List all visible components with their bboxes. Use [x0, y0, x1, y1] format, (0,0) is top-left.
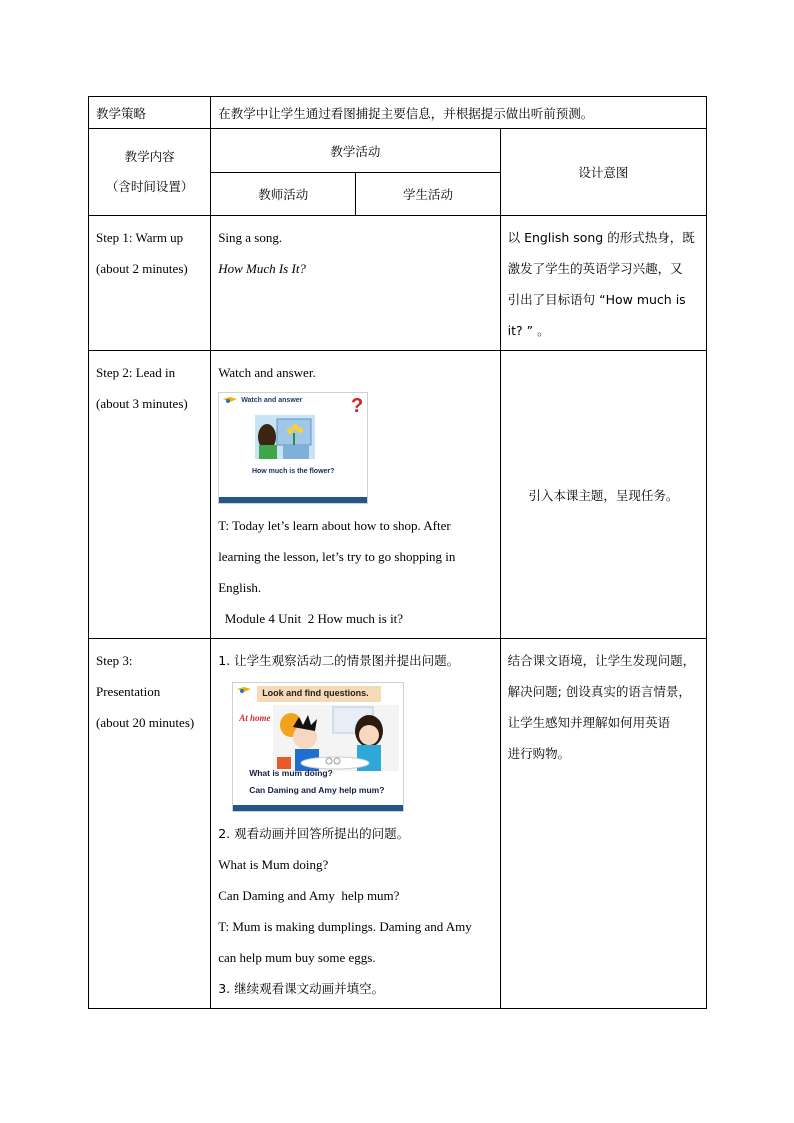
step2-activity-line3: English. [218, 580, 262, 595]
step3-intent-line3: 让学生感知并理解如何用英语 [507, 715, 671, 730]
teacher-header-cell [211, 173, 356, 216]
watch-and-answer-slide [218, 392, 368, 504]
strategy-label-cell [89, 97, 211, 129]
strategy-row [89, 97, 707, 129]
slide-footer-bar [219, 497, 367, 503]
step2-duration: (about 3 minutes) [96, 396, 188, 411]
slide-question-2: Can Daming and Amy help mum? [249, 785, 385, 795]
header-row-1 [89, 129, 707, 173]
bird-logo-icon [237, 687, 251, 695]
content-header-cell [89, 129, 211, 216]
slide-question-1: What is mum doing? [249, 768, 333, 778]
step3-stage: Presentation [96, 684, 161, 699]
step3-activity-top: 1. 让学生观察活动二的情景图并提出问题。 [218, 653, 460, 668]
question-mark-icon: ? [350, 395, 364, 417]
step3-activity-cell [211, 639, 500, 1009]
step2-activity-top: Watch and answer. [218, 365, 316, 380]
bird-logo-icon [223, 397, 237, 405]
strategy-text: 在教学中让学生通过看图捕捉主要信息，并根据提示做出听前预测。 [218, 105, 594, 121]
step3-intent-line2: 解决问题; 创设真实的语言情景， [507, 684, 691, 699]
step3-activity-line1: 2. 观看动画并回答所提出的问题。 [218, 826, 410, 841]
step1-step-cell [89, 216, 211, 351]
step2-activity-line2: learning the lesson, let’s try to go shopping in [218, 549, 456, 564]
step1-intent-line1: 以 English song 的形式热身，既 [507, 230, 695, 245]
step3-intent-line4: 进行购物。 [507, 746, 571, 761]
look-and-find-slide [232, 682, 404, 812]
step2-intent-cell [500, 351, 706, 639]
student-header: 学生活动 [403, 187, 454, 202]
step3-activity-line4: T: Mum is making dumplings. Daming and Amy [218, 919, 472, 934]
slide-place-label: At home [239, 713, 271, 723]
slide-title: Watch and answer [241, 397, 303, 404]
step1-intent-cell [500, 216, 706, 351]
content-header-line1: 教学内容 [124, 149, 175, 164]
step2-module-title: Module 4 Unit 2 How much is it? [218, 611, 404, 626]
activities-header: 教学活动 [330, 143, 381, 159]
step1-activity-cell [211, 216, 500, 351]
slide-title: Look and find questions. [262, 688, 369, 698]
step3-intent-line1: 结合课文语境，让学生发现问题， [507, 653, 696, 668]
step3-activity-line6: 3. 继续观看课文动画并填空。 [218, 981, 385, 996]
intent-header: 设计意图 [578, 165, 629, 180]
step1-song-title: How Much Is It? [218, 261, 306, 276]
step3-step-cell [89, 639, 211, 1009]
step2-activity-cell [211, 351, 500, 639]
slide-footer-bar [233, 805, 403, 811]
step2-intent: 引入本课主题，呈现任务。 [528, 487, 679, 503]
step3-duration: (about 20 minutes) [96, 715, 195, 730]
step2-row [89, 351, 707, 639]
step3-title: Step 3: [96, 653, 133, 668]
intent-header-cell [500, 129, 706, 216]
step3-intent-cell [500, 639, 706, 1009]
flower-scene-picture [255, 415, 315, 459]
step1-title: Step 1: Warm up [96, 230, 184, 245]
step3-row [89, 639, 707, 1009]
step1-activity-line1: Sing a song. [218, 230, 283, 245]
step2-step-cell [89, 351, 211, 639]
lesson-plan-table [88, 96, 707, 1009]
step1-intent-line4: it? ” 。 [507, 323, 550, 338]
strategy-label: 教学策略 [96, 105, 147, 121]
step3-activity-line5: can help mum buy some eggs. [218, 950, 376, 965]
step1-row [89, 216, 707, 351]
activities-header-cell [211, 129, 500, 173]
step2-title: Step 2: Lead in [96, 365, 176, 380]
content-header-line2: （含时间设置） [105, 179, 194, 194]
family-scene-picture [273, 705, 399, 771]
step3-activity-line2: What is Mum doing? [218, 857, 329, 872]
teacher-header: 教师活动 [258, 187, 309, 202]
strategy-text-cell [211, 97, 707, 129]
step1-intent-line3: 引出了目标语句 “How much is [507, 292, 686, 307]
step1-duration: (about 2 minutes) [96, 261, 188, 276]
slide-caption: How much is the flower? [251, 468, 335, 475]
step1-intent-line2: 激发了学生的英语学习兴趣，又 [507, 261, 683, 276]
step3-activity-line3: Can Daming and Amy help mum? [218, 888, 400, 903]
student-header-cell [356, 173, 500, 216]
step2-activity-line1: T: Today let’s learn about how to shop. After [218, 518, 451, 533]
